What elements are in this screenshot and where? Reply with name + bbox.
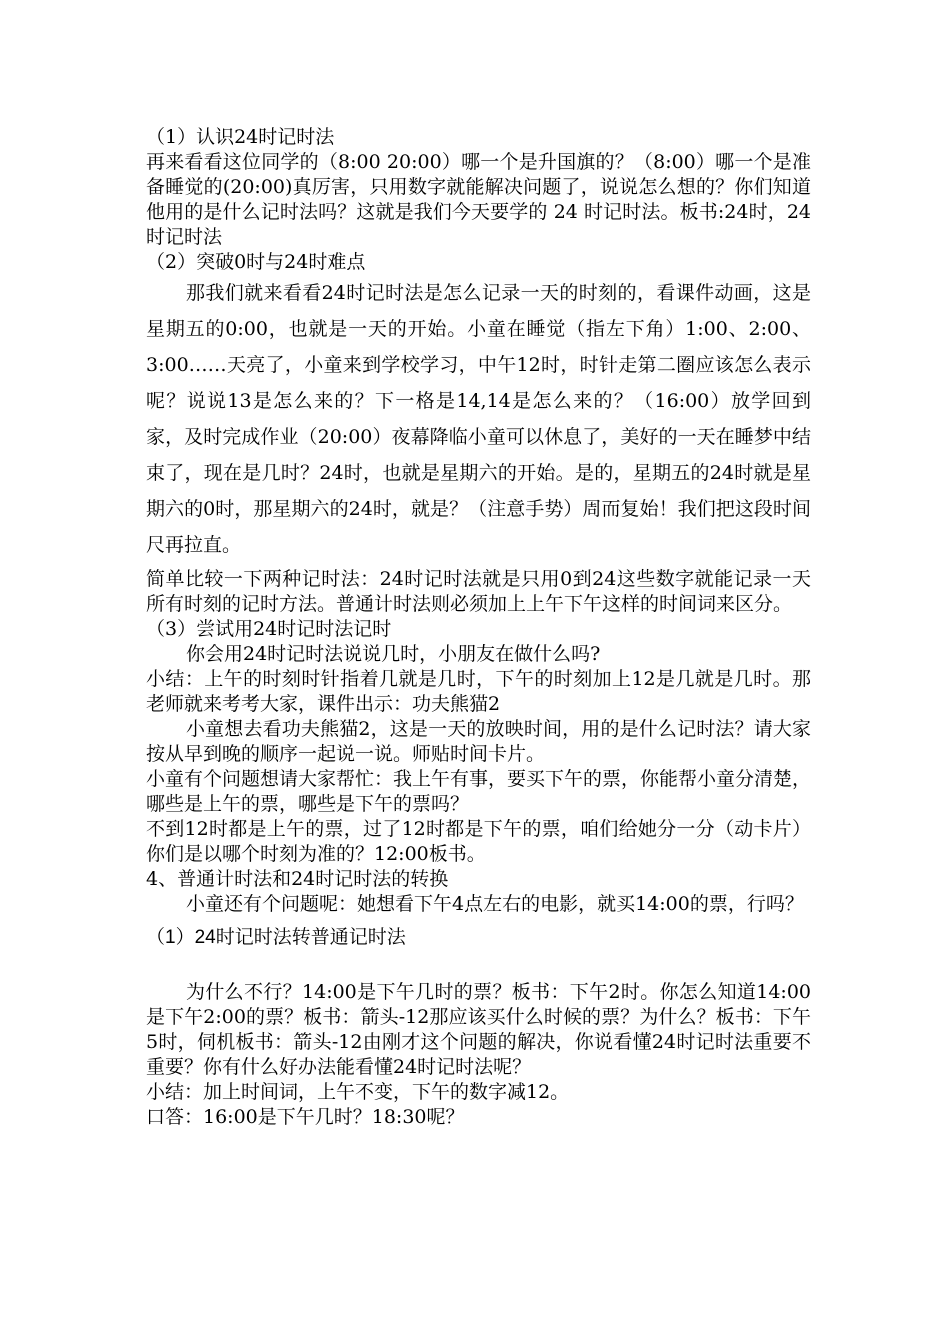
document-body [146, 125, 811, 1130]
paragraph-question: 你会用24时记时法说说几时，小朋友在做什么吗? [186, 643, 601, 665]
paragraph-animation: 那我们就来看看24时记时法是怎么记录一天的时刻的，看课件动画，这是星期五的0:00，也就是一天的开始。小童在睡觉（指左下角）1:00、2:00、3:00……天亮了，小童来到学校学习，中午12时，时针走第二圈应该怎么表示呢？说说13是怎么来的？下一格是14,14是怎么来的？（16:00）放学回到家，及时完成作业（20:00）夜幕降临小童可以休息了，美好的一天在睡梦中结束了，现在是几时？24时，也就是星期六的开始。是的，星期五的24时就是星期六的0时，那星期六的24时，就是？（注意手势）周而复始！我们把这段时间尺再拉直。 [146, 282, 811, 556]
paragraph-why-not: 为什么不行？14:00是下午几时的票？板书：下午2时。你怎么知道14:00是下午2:00的票？板书：箭头-12那应该买什么时候的票？为什么？板书：下午5时，伺机板书：箭头-12由刚才这个问题的解决，你说看懂24时记时法重要不重要？你有什么好办法能看懂24时记时法呢？ [146, 981, 811, 1078]
paragraph-summary-2: 小结：加上时间词，上午不变，下午的数字减12。 [146, 1081, 570, 1103]
paragraph-oral-answer: 口答：16:00是下午几时？18:30呢？ [146, 1106, 465, 1128]
section-heading-try: （3）尝试用24时记时法记时 [146, 618, 392, 640]
section-heading-recognize-24h: （1）认识24时记时法 [146, 126, 335, 148]
paragraph-summary-1: 小结：上午的时刻时针指着几就是几时，下午的时刻加上12是几就是几时。那老师就来考考大家，课件出示：功夫熊猫2 [146, 668, 811, 715]
paragraph-kungfu-panda: 小童想去看功夫熊猫2，这是一天的放映时间，用的是什么记时法？请大家按从早到晚的顺序一起说一说。师贴时间卡片。 [146, 718, 811, 765]
paragraph-intro: 再来看看这位同学的（8:00 20:00）哪一个是升国旗的？（8:00）哪一个是准备睡觉的(20:00)真厉害，只用数字就能解决问题了，说说怎么想的？你们知道他用的是什么记时法吗？这就是我们今天要学的 24 时记时法。板书:24时，24时记时法 [146, 151, 811, 248]
paragraph-ticket-split: 不到12时都是上午的票，过了12时都是下午的票，咱们给她分一分（动卡片）你们是以哪个时刻为准的？12:00板书。 [146, 818, 811, 865]
paragraph-afternoon-movie: 小童还有个问题呢：她想看下午4点左右的电影，就买14:00的票，行吗？ [186, 893, 804, 915]
paragraph-compare: 简单比较一下两种记时法：24时记时法就是只用0到24这些数字就能记录一天所有时刻的记时方法。普通计时法则必须加上上午下午这样的时间词来区分。 [146, 568, 811, 615]
paragraph-help: 小童有个问题想请大家帮忙：我上午有事，要买下午的票，你能帮小童分清楚，哪些是上午的票，哪些是下午的票吗？ [146, 768, 812, 815]
section-heading-conversion: 4、普通计时法和24时记时法的转换 [146, 868, 449, 890]
section-heading-0-and-24: （2）突破0时与24时难点 [146, 251, 366, 273]
section-heading-24h-to-normal: （1）24时记时法转普通记时法 [146, 927, 406, 948]
